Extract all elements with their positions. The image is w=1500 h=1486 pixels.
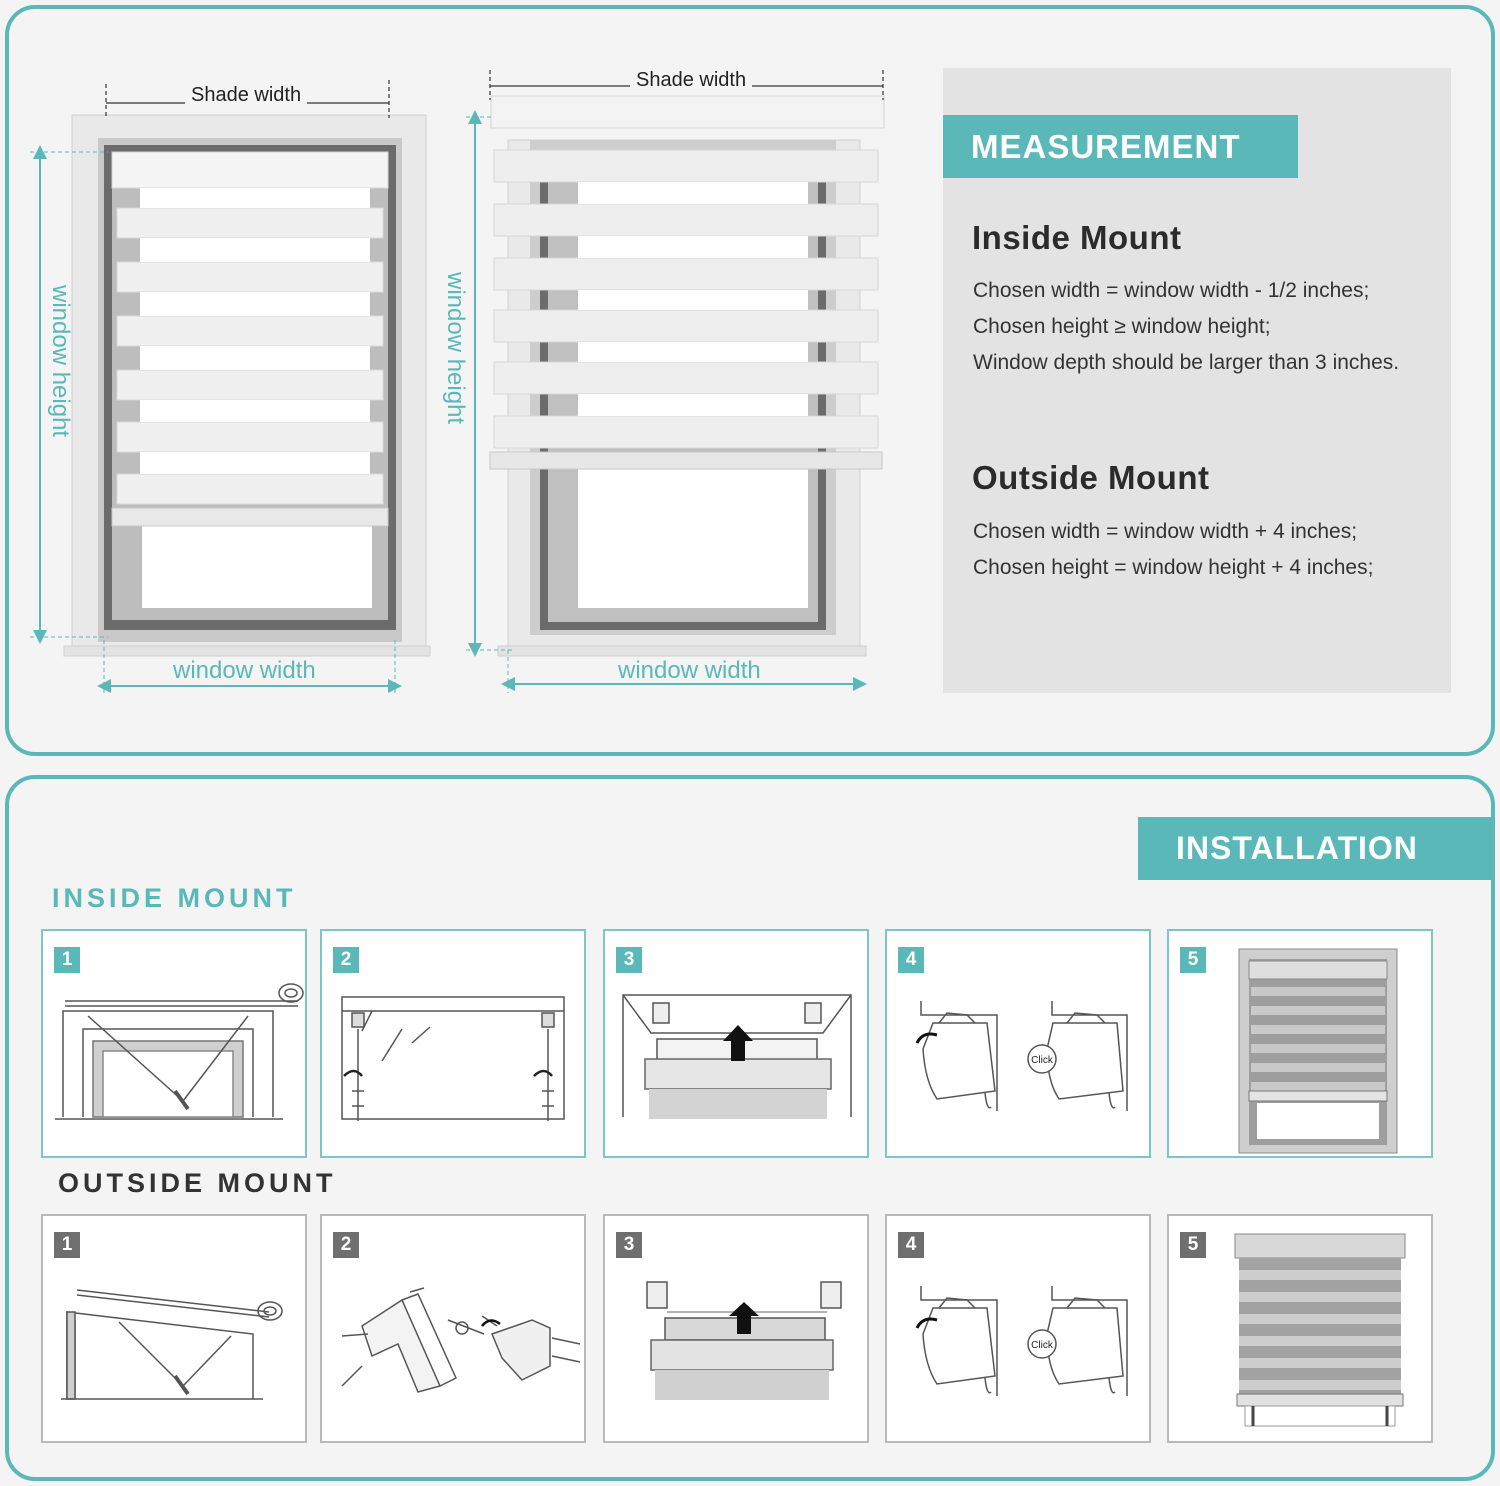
step-number: 1: [54, 947, 80, 973]
step-number: 4: [898, 1232, 924, 1258]
outside-mount-window: [490, 96, 884, 656]
inside-step-5: [1167, 929, 1433, 1158]
measurement-badge: MEASUREMENT: [943, 115, 1298, 178]
inside-mount-section-title: INSIDE MOUNT: [52, 883, 297, 913]
outside-step-1: [41, 1214, 307, 1443]
step-number: 2: [333, 947, 359, 973]
step-number: 3: [616, 1232, 642, 1258]
step-number: 4: [898, 947, 924, 973]
step-number: 5: [1180, 1232, 1206, 1258]
inside-step-3: [603, 929, 869, 1158]
inside-mount-line: Window depth should be larger than 3 inches.: [973, 351, 1400, 374]
outside-shade-width-label: Shade width: [630, 69, 752, 92]
cassette-attach-drawing: [605, 931, 871, 1160]
inside-window-width-label: window width: [173, 657, 316, 684]
click-label: Click: [1031, 1055, 1053, 1066]
step-number: 5: [1180, 947, 1206, 973]
inside-mount-line: Chosen height ≥ window height;: [973, 315, 1271, 338]
step-number: 1: [54, 1232, 80, 1258]
inside-step-2: [320, 929, 586, 1158]
outside-step-4: [885, 1214, 1151, 1443]
finished-shade-drawing: [1169, 1216, 1435, 1445]
outside-window-width-label: window width: [618, 657, 761, 684]
click-in-drawing: [887, 1216, 1153, 1445]
measure-tape-drawing: [43, 1216, 309, 1445]
inside-mount-line: Chosen width = window width - 1/2 inches;: [973, 279, 1370, 302]
inside-mount-title: Inside Mount: [972, 219, 1182, 256]
finished-shade-drawing: [1169, 931, 1435, 1160]
inside-window-height-label: window height: [47, 285, 74, 438]
bracket-install-drawing: [322, 931, 588, 1160]
bracket-assembly-drawing: [322, 1216, 588, 1445]
outside-step-5: [1167, 1214, 1433, 1443]
installation-badge: INSTALLATION: [1138, 817, 1494, 880]
inside-step-1: [41, 929, 307, 1158]
click-label: Click: [1031, 1340, 1053, 1351]
click-in-drawing: [887, 931, 1153, 1160]
inside-step-4: [885, 929, 1151, 1158]
measure-tape-drawing: [43, 931, 309, 1160]
outside-mount-title: Outside Mount: [972, 459, 1210, 496]
outside-window-height-label: window height: [442, 272, 469, 425]
step-number: 3: [616, 947, 642, 973]
inside-mount-window: [64, 115, 430, 656]
inside-shade-width-label: Shade width: [185, 84, 307, 107]
window-illustrations: [0, 0, 940, 760]
outside-mount-line: Chosen height = window height + 4 inches;: [973, 556, 1374, 579]
outside-step-2: [320, 1214, 586, 1443]
outside-mount-line: Chosen width = window width + 4 inches;: [973, 520, 1358, 543]
step-number: 2: [333, 1232, 359, 1258]
cassette-attach-drawing: [605, 1216, 871, 1445]
outside-mount-section-title: OUTSIDE MOUNT: [58, 1168, 337, 1198]
outside-step-3: [603, 1214, 869, 1443]
